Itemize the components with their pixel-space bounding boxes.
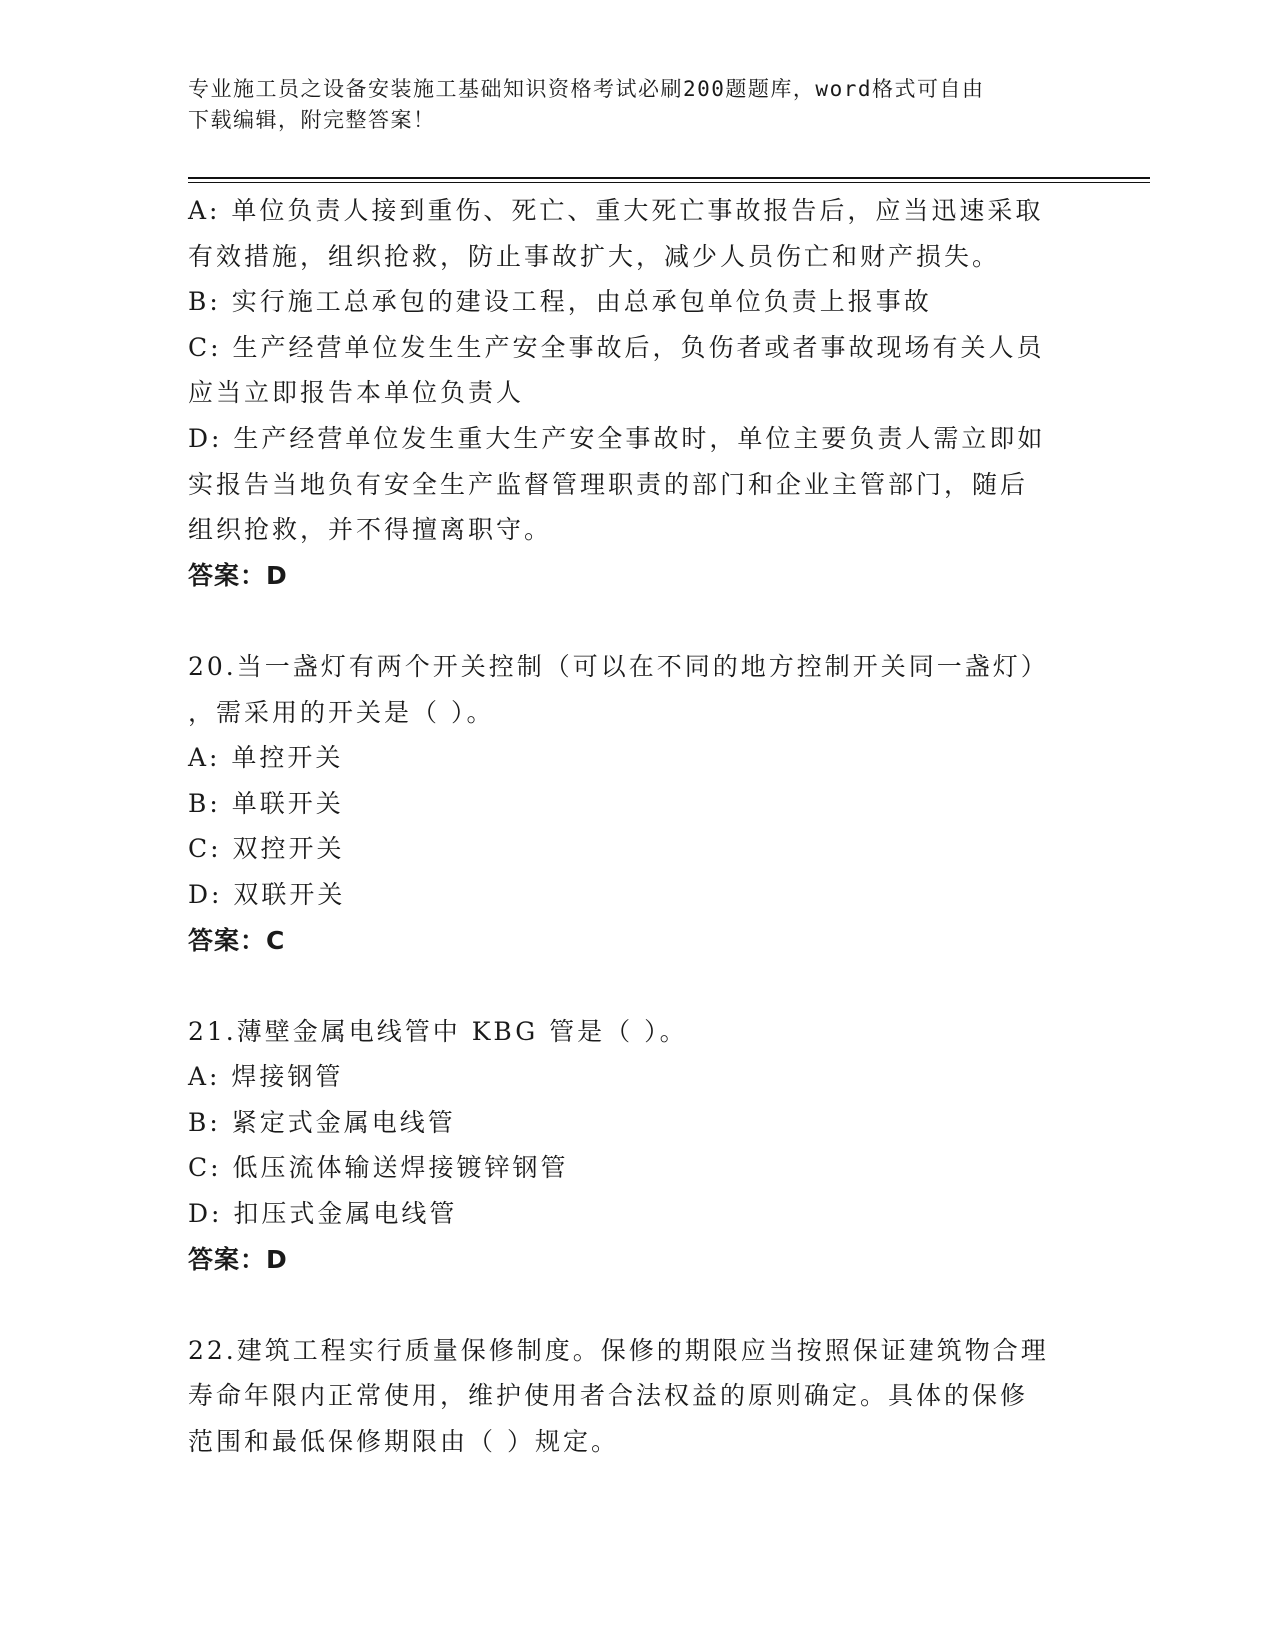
q20-stem-line-1: 20.当一盏灯有两个开关控制（可以在不同的地方控制开关同一盏灯） — [188, 651, 1049, 681]
header-line-2: 下载编辑，附完整答案！ — [188, 108, 436, 132]
q20-option-d: D: 双联开关 — [188, 879, 346, 909]
question-21 — [188, 1009, 1088, 1283]
q21-option-a: A: 焊接钢管 — [188, 1062, 344, 1092]
question-20 — [188, 644, 1088, 963]
q20-option-c: C: 双控开关 — [188, 834, 345, 864]
spacer — [188, 1282, 1088, 1328]
q21-option-d: D: 扣压式金属电线管 — [188, 1199, 458, 1229]
q20-stem-line-2: ，需采用的开关是（ ）。 — [188, 697, 495, 727]
q19-option-b: B: 实行施工总承包的建设工程，由总承包单位负责上报事故 — [188, 287, 932, 317]
spacer — [188, 598, 1088, 644]
q21-answer: 答案：D — [188, 1244, 288, 1274]
q22-stem-line-2: 寿命年限内正常使用，维护使用者合法权益的原则确定。具体的保修 — [188, 1381, 1029, 1411]
q20-option-a: A: 单控开关 — [188, 743, 344, 773]
header-line-1: 专业施工员之设备安装施工基础知识资格考试必刷200题题库，word格式可自由 — [188, 77, 985, 101]
q19-option-d-line-2: 实报告当地负有安全生产监督管理职责的部门和企业主管部门，随后 — [188, 469, 1029, 499]
q20-option-b: B: 单联开关 — [188, 788, 344, 818]
q20-answer: 答案：C — [188, 925, 286, 955]
header-rule-thin — [188, 182, 1150, 183]
q19-option-d-line-1: D: 生产经营单位发生重大生产安全事故时，单位主要负责人需立即如 — [188, 423, 1046, 453]
question-22 — [188, 1328, 1088, 1465]
document-header — [188, 74, 1068, 136]
q19-option-a-line-2: 有效措施，组织抢救，防止事故扩大，减少人员伤亡和财产损失。 — [188, 241, 1001, 271]
q21-option-c: C: 低压流体输送焊接镀锌钢管 — [188, 1153, 569, 1183]
document-body — [188, 188, 1088, 1465]
header-rule-thick — [188, 177, 1150, 179]
question-19-options — [188, 188, 1088, 598]
q19-option-c-line-1: C: 生产经营单位发生生产安全事故后，负伤者或者事故现场有关人员 — [188, 332, 1045, 362]
q22-stem-line-3: 范围和最低保修期限由（ ）规定。 — [188, 1427, 619, 1457]
q21-stem: 21.薄壁金属电线管中 KBG 管是（ ）。 — [188, 1016, 688, 1046]
q19-option-d-line-3: 组织抢救，并不得擅离职守。 — [188, 515, 553, 545]
q19-option-a-line-1: A: 单位负责人接到重伤、死亡、重大死亡事故报告后，应当迅速采取 — [188, 196, 1044, 225]
q19-answer: 答案：D — [188, 560, 288, 590]
q21-option-b: B: 紧定式金属电线管 — [188, 1107, 456, 1137]
q19-option-c-line-2: 应当立即报告本单位负责人 — [188, 378, 525, 408]
spacer — [188, 963, 1088, 1009]
q22-stem-line-1: 22.建筑工程实行质量保修制度。保修的期限应当按照保证建筑物合理 — [188, 1335, 1049, 1365]
